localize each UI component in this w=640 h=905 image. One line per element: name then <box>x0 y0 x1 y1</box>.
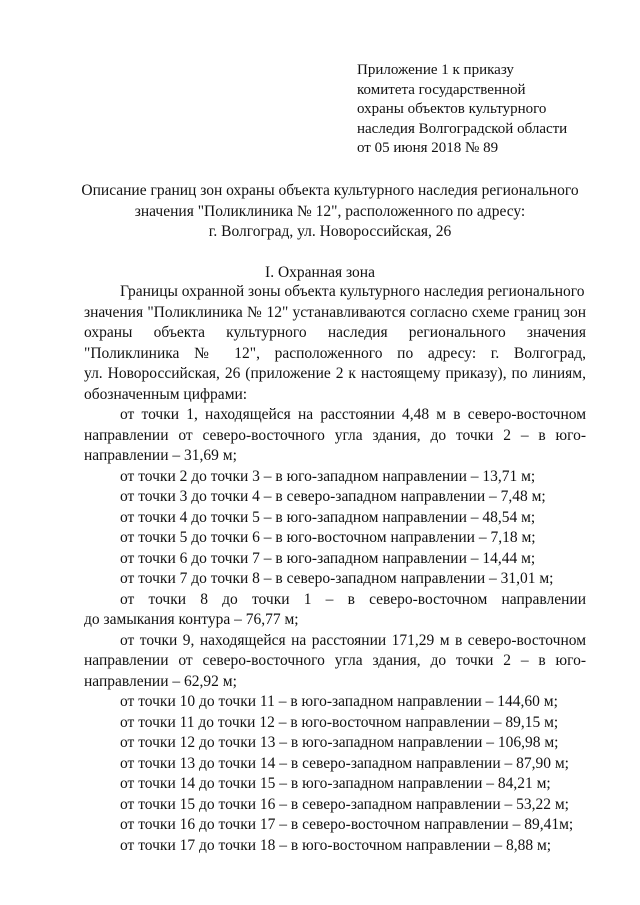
body-line: "Поликлиника № 12", расположенного по адресу: г. Волгоград, <box>84 344 586 362</box>
body-line: охраны объекта культурного наследия регионального значения <box>84 324 586 341</box>
body-line: от точки 1, находящейся на расстоянии 4,48 м в северо-восточном <box>120 406 586 423</box>
body-line: от точки 4 до точки 5 – в юго-западном направлении – 48,54 м; <box>120 508 536 526</box>
body-line: от точки 16 до точки 17 – в северо-восточном направлении – 89,41м; <box>120 816 574 833</box>
appendix-line: наследия Волгоградской области <box>357 120 568 137</box>
body-line: от точки 13 до точки 14 – в северо-западном направлении – 87,90 м; <box>120 754 569 772</box>
appendix-line: охраны объектов культурного <box>357 101 547 117</box>
title-line: Описание границ зон охраны объекта культурного наследия регионального <box>81 182 579 199</box>
body-line: от точки 9, находящейся на расстоянии 171,29 м в северо-восточном <box>120 631 586 649</box>
body-line: от точки 3 до точки 4 – в северо-западном направлении – 7,48 м; <box>120 488 546 505</box>
body-line: от точки 17 до точки 18 – в юго-восточном направлении – 8,88 м; <box>120 836 552 854</box>
body-line: от точки 2 до точки 3 – в юго-западном направлении – 13,71 м; <box>120 467 536 485</box>
appendix-line: от 05 июня 2018 № 89 <box>357 140 499 156</box>
appendix-header <box>357 61 607 159</box>
body-line: от точки 14 до точки 15 – в юго-западном направлении – 84,21 м; <box>120 775 551 792</box>
body-line: от точки 12 до точки 13 – в юго-западном направлении – 106,98 м; <box>120 734 559 751</box>
title-line: значения "Поликлиника № 12", расположенного по адресу: <box>134 202 526 220</box>
appendix-line: комитета государственной <box>357 81 526 98</box>
body-line: Границы охранной зоны объекта культурного наследия регионального <box>120 283 585 300</box>
body-line: от точки 5 до точки 6 – в юго-восточном направлении – 7,18 м; <box>120 529 536 546</box>
body-line: от точки 8 до точки 1 – в северо-восточном направлении <box>120 590 586 608</box>
body-line: ул. Новороссийская, 26 (приложение 2 к настоящему приказу), по линиям, <box>84 365 586 382</box>
body-line: от точки 7 до точки 8 – в северо-западном направлении – 31,01 м; <box>120 570 554 587</box>
body-line: от точки 11 до точки 12 – в юго-восточном направлении – 89,15 м; <box>120 713 559 731</box>
body-line: от точки 6 до точки 7 – в юго-западном направлении – 14,44 м; <box>120 549 536 567</box>
body-line: до замыкания контура – 76,77 м; <box>84 611 299 628</box>
document-title <box>60 181 600 243</box>
body-line: от точки 10 до точки 11 – в юго-западном направлении – 144,60 м; <box>120 693 558 710</box>
body-line: направлении – 31,69 м; <box>84 447 237 464</box>
title-line: г. Волгоград, ул. Новороссийская, 26 <box>208 223 452 240</box>
body-line: направлении от северо-восточного угла здания, до точки 2 – в юго- <box>84 426 586 444</box>
body-line: значения "Поликлиника № 12" устанавливаются согласно схеме границ зон <box>84 303 586 321</box>
section-heading: I. Охранная зона <box>265 264 375 281</box>
body-line: от точки 15 до точки 16 – в северо-западном направлении – 53,22 м; <box>120 795 569 813</box>
body-line: направлении – 62,92 м; <box>84 672 237 690</box>
appendix-line: Приложение 1 к приказу <box>357 62 514 78</box>
body-line: обозначенным цифрами: <box>84 385 248 403</box>
body-line: направлении от северо-восточного угла здания, до точки 2 – в юго- <box>84 652 586 669</box>
document-body <box>84 282 586 856</box>
